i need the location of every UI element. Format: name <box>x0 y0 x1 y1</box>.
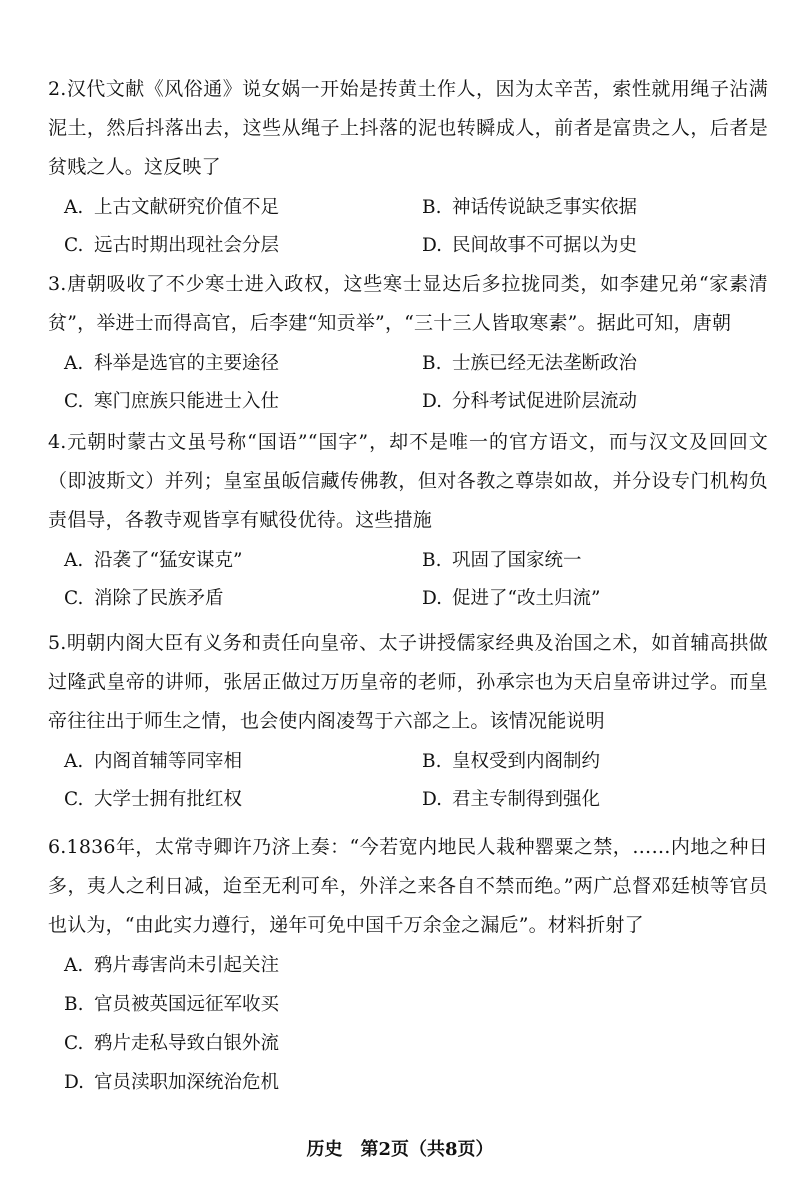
option-key: A. <box>64 550 84 571</box>
option-text: 促进了“改土归流” <box>452 588 601 609</box>
question-stem: 6.1836年，太常寺卿许乃济上奏：“今若宽内地民人栽种罂粟之禁，……内地之种日多，夷人之利日减，迨至无利可牟，外洋之来各自不禁而绝。”两广总督邓廷桢等官员也认为，“由此实力遵行，递年可免中国千万余金之漏卮”。材料折射了 <box>48 836 768 936</box>
question-stem: 4.元朝时蒙古文虽号称“国语”“国字”，却不是唯一的官方语文，而与汉文及回回文（即波斯文）并列；皇室虽皈信藏传佛教，但对各教之尊崇如故，并分设专门机构负责倡导，各教寺观皆享有赋役优待。这些措施 <box>48 431 768 531</box>
option-d <box>422 785 600 811</box>
option-text: 寒门庶族只能进士入仕 <box>94 391 280 412</box>
option-list <box>48 343 768 423</box>
option-key: A. <box>64 353 84 374</box>
option-list <box>48 741 768 821</box>
option-key: C. <box>64 1033 84 1054</box>
question-stem: 3.唐朝吸收了不少寒士进入政权，这些寒士显达后多拉拢同类，如李建兄弟“家素清贫”，举进士而得高官，后李建“知贡举”，“三十三人皆取寒素”。据此可知，唐朝 <box>48 273 768 334</box>
option-text: 沿袭了“猛安谋克” <box>94 550 243 571</box>
option-key: A. <box>64 197 84 218</box>
question-stem: 2.汉代文献《风俗通》说女娲一开始是抟黄土作人，因为太辛苦，索性就用绳子沾满泥土，然后抖落出去，这些从绳子上抖落的泥也转瞬成人，前者是富贵之人，后者是贫贱之人。这反映了 <box>48 78 768 178</box>
question-3 <box>48 265 768 423</box>
option-key: B. <box>422 197 442 218</box>
option-text: 科举是选官的主要途径 <box>94 353 280 374</box>
option-text: 大学士拥有批红权 <box>94 789 243 810</box>
option-a <box>64 193 279 219</box>
option-c <box>64 387 279 413</box>
option-list <box>48 540 768 620</box>
question-2 <box>48 70 768 267</box>
option-a <box>64 747 242 773</box>
option-text: 消除了民族矛盾 <box>94 588 224 609</box>
option-b <box>422 546 582 572</box>
option-text: 远古时期出现社会分层 <box>94 235 280 256</box>
option-text: 皇权受到内阁制约 <box>452 751 601 772</box>
option-key: D. <box>422 789 443 810</box>
option-text: 士族已经无法垄断政治 <box>452 353 638 374</box>
option-key: C. <box>64 789 84 810</box>
option-text: 民间故事不可据以为史 <box>452 235 638 256</box>
question-6 <box>48 828 768 1105</box>
option-key: D. <box>64 1072 85 1093</box>
option-d <box>422 387 637 413</box>
option-key: D. <box>422 588 443 609</box>
option-b <box>422 193 637 219</box>
option-d <box>64 1068 279 1094</box>
option-text: 官员被英国远征军收买 <box>94 994 280 1015</box>
option-c <box>64 785 242 811</box>
option-list <box>48 945 768 1105</box>
option-text: 官员渎职加深统治危机 <box>94 1072 280 1093</box>
page-footer: 历史 第2页（共8页） <box>306 1139 494 1160</box>
option-text: 上古文献研究价值不足 <box>94 197 280 218</box>
option-b <box>422 747 600 773</box>
option-key: A. <box>64 955 84 976</box>
option-b <box>422 349 637 375</box>
option-text: 鸦片毒害尚未引起关注 <box>94 955 280 976</box>
question-5 <box>48 624 768 821</box>
option-key: A. <box>64 751 84 772</box>
option-text: 鸦片走私导致白银外流 <box>94 1033 280 1054</box>
option-list <box>48 187 768 267</box>
option-text: 君主专制得到强化 <box>452 789 601 810</box>
option-key: B. <box>422 751 442 772</box>
option-text: 巩固了国家统一 <box>452 550 582 571</box>
option-key: C. <box>64 391 84 412</box>
option-a <box>64 546 242 572</box>
option-key: B. <box>64 994 84 1015</box>
option-c <box>64 584 224 610</box>
option-a <box>64 951 279 977</box>
option-c <box>64 1029 279 1055</box>
option-c <box>64 231 279 257</box>
option-key: B. <box>422 550 442 571</box>
option-key: D. <box>422 391 443 412</box>
option-d <box>422 231 637 257</box>
option-key: B. <box>422 353 442 374</box>
option-b <box>64 990 279 1016</box>
option-text: 分科考试促进阶层流动 <box>452 391 638 412</box>
option-key: C. <box>64 235 84 256</box>
option-d <box>422 584 600 610</box>
question-4 <box>48 423 768 620</box>
option-key: D. <box>422 235 443 256</box>
option-text: 神话传说缺乏事实依据 <box>452 197 638 218</box>
question-stem: 5.明朝内阁大臣有义务和责任向皇帝、太子讲授儒家经典及治国之术，如首辅高拱做过隆武皇帝的讲师，张居正做过万历皇帝的老师，孙承宗也为天启皇帝讲过学。而皇帝往往出于师生之情，也会使内阁凌驾于六部之上。该情况能说明 <box>48 632 768 732</box>
option-key: C. <box>64 588 84 609</box>
option-text: 内阁首辅等同宰相 <box>94 751 243 772</box>
option-a <box>64 349 279 375</box>
